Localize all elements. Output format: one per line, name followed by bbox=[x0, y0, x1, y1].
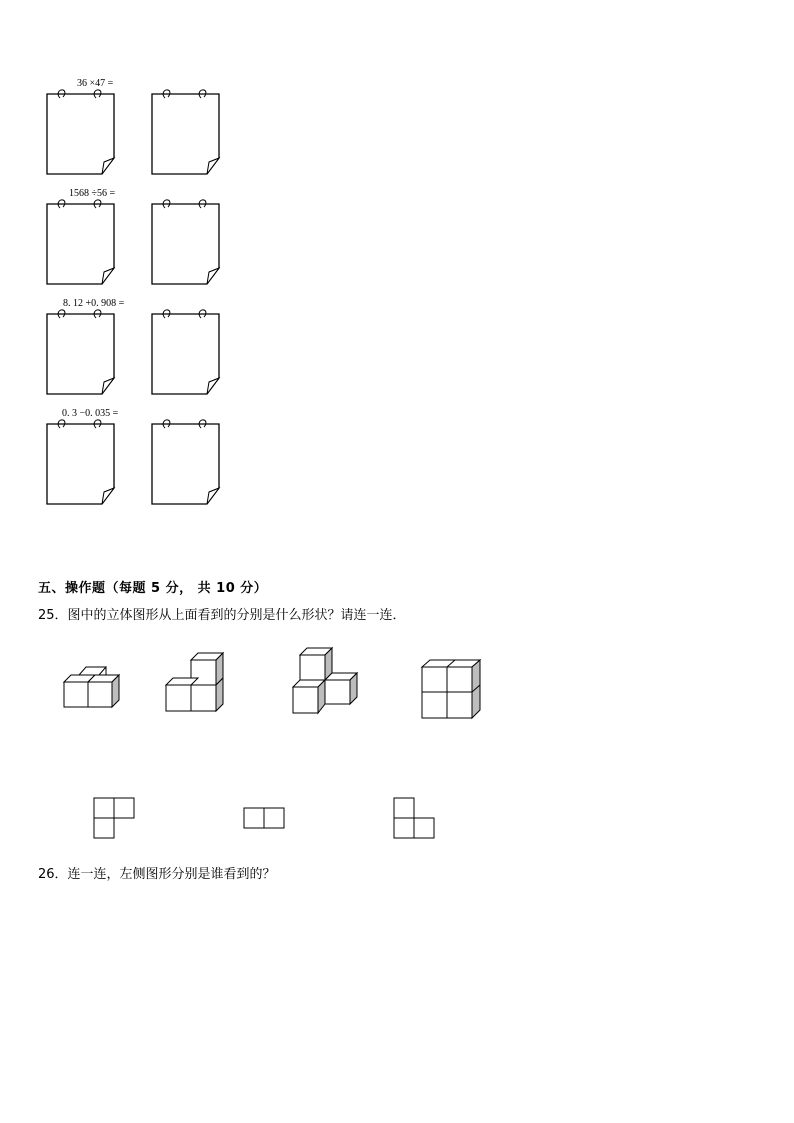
scratch-pad-right-4 bbox=[147, 418, 227, 508]
calc-expression-4: 0. 3 −0. 035 = bbox=[62, 408, 119, 419]
cube-stack-1-icon bbox=[62, 665, 128, 713]
cube-stack-2-icon bbox=[164, 651, 228, 715]
calc-expression-2: 1568 ÷56 = bbox=[69, 188, 116, 199]
scratch-pad-right-3 bbox=[147, 308, 227, 398]
top-view-two-squares-icon bbox=[242, 806, 288, 830]
cube-stack-3-icon bbox=[290, 646, 362, 718]
scratch-pad-right-1 bbox=[147, 88, 227, 178]
top-view-l-shape-2-icon bbox=[392, 796, 438, 840]
scratch-pad-left-1 bbox=[42, 88, 122, 178]
question-25: 25．图中的立体图形从上面看到的分别是什么形状？请连一连． bbox=[38, 608, 406, 623]
calc-expression-1: 36 ×47 = bbox=[77, 78, 114, 89]
calc-expression-3: 8. 12 +0. 908 = bbox=[63, 298, 125, 309]
scratch-pad-left-3 bbox=[42, 308, 122, 398]
top-view-l-shape-icon bbox=[92, 796, 138, 840]
scratch-pad-left-2 bbox=[42, 198, 122, 288]
section-title: 五、操作题（每题 5 分， 共 10 分） bbox=[38, 581, 268, 596]
question-26: 26．连一连，左侧图形分别是谁看到的？ bbox=[38, 867, 276, 882]
cube-stack-4-icon bbox=[420, 657, 484, 721]
scratch-pad-right-2 bbox=[147, 198, 227, 288]
scratch-pad-left-4 bbox=[42, 418, 122, 508]
